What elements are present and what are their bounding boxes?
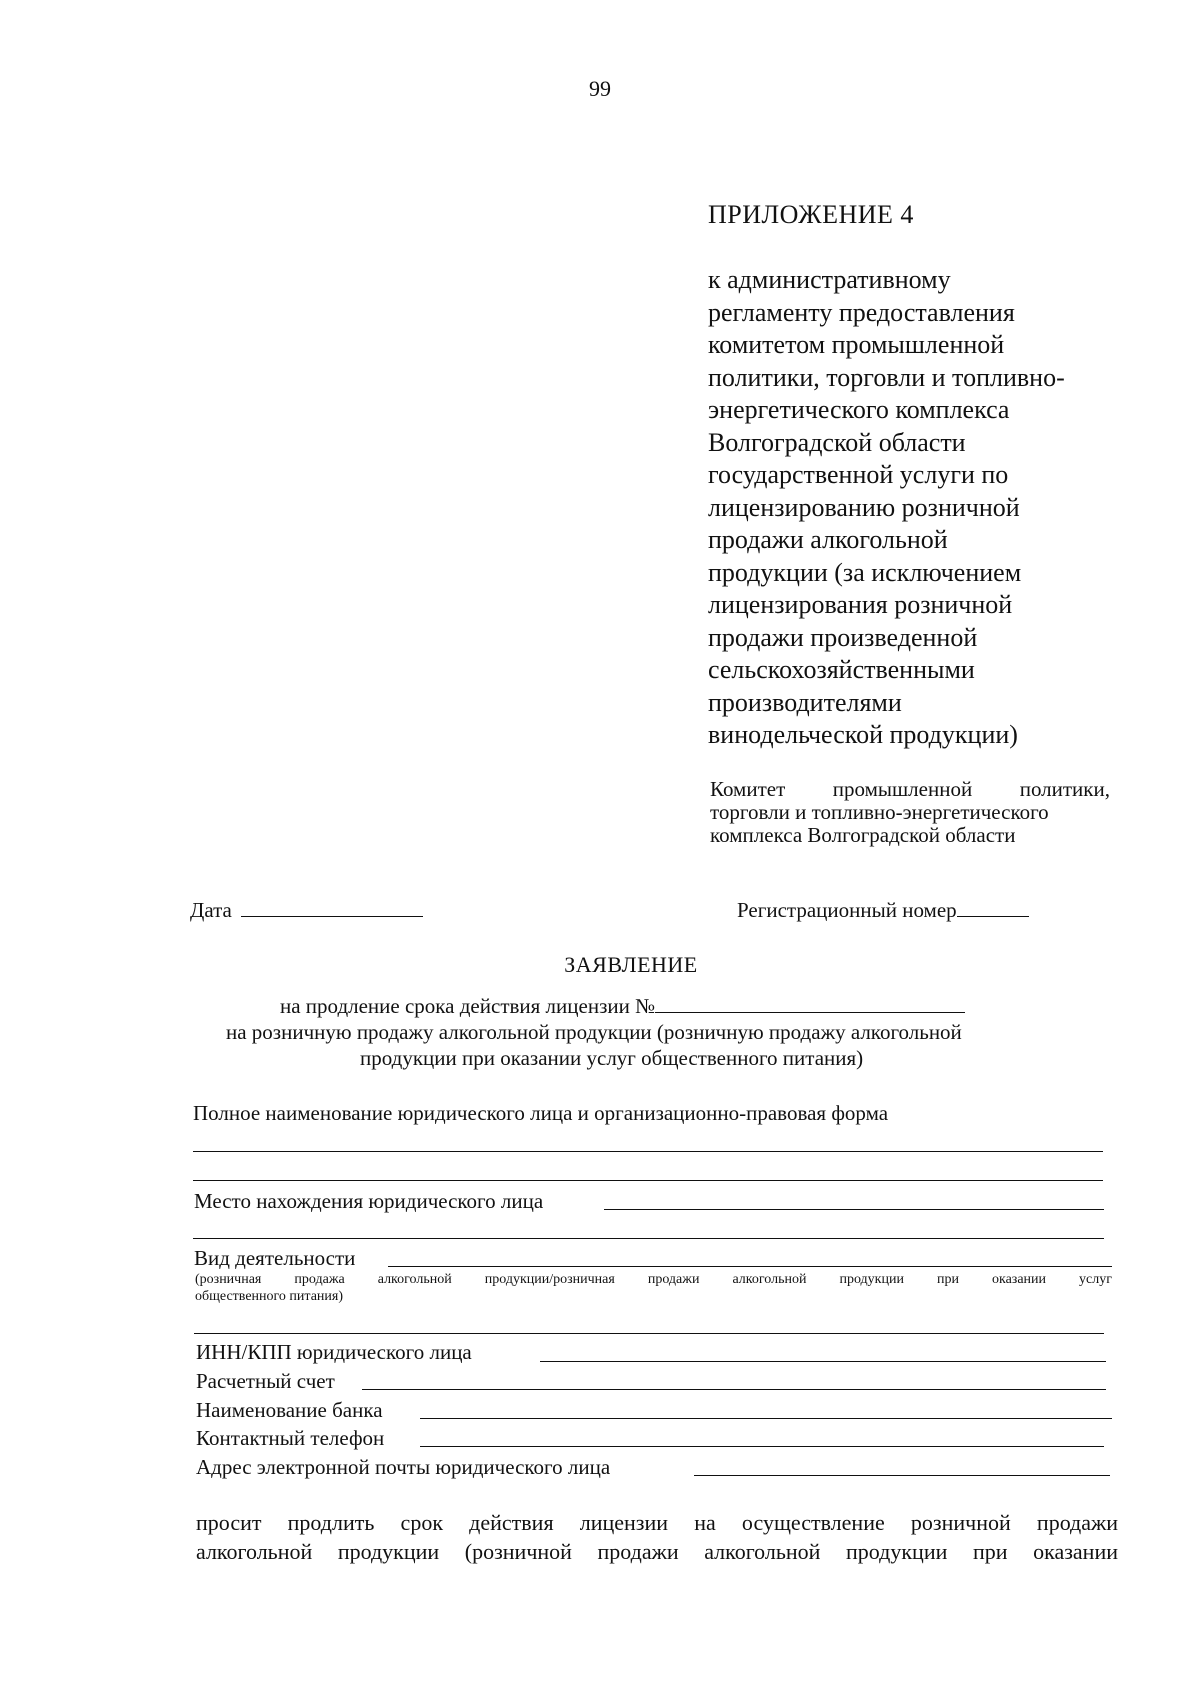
appendix-subtitle-line: Волгоградской области [708, 427, 966, 457]
account-label: Расчетный счет [196, 1369, 335, 1393]
appendix-subtitle-line: производителями [708, 687, 902, 717]
subject-line: продукции при оказании услуг общественного питания) [360, 1046, 864, 1070]
subject-line [280, 994, 965, 1019]
appendix-subtitle-line: энергетического комплекса [708, 395, 1010, 424]
request-text-line: просит продлить срок действия лицензии на осуществление розничной продажи [196, 1510, 1118, 1535]
registration-number-field [737, 898, 1029, 923]
bank-label: Наименование банка [196, 1398, 383, 1422]
appendix-subtitle-line: государственной услуги по [708, 460, 1009, 489]
request-text-line: алкогольной продукции (розничной продажи алкогольной продукции при оказании [196, 1539, 1118, 1564]
location-line[interactable] [604, 1209, 1104, 1210]
appendix-subtitle-line: продукции (за исключением [708, 557, 1022, 587]
appendix-subtitle-line: продажи алкогольной [708, 525, 948, 554]
email-label: Адрес электронной почты юридического лица [196, 1455, 611, 1479]
bank-line[interactable] [420, 1418, 1112, 1419]
inn-kpp-line[interactable] [540, 1361, 1106, 1362]
full-name-line-2[interactable] [193, 1180, 1103, 1181]
page-number: 99 [589, 76, 611, 101]
location-line-2[interactable] [193, 1238, 1104, 1239]
date-blank[interactable] [241, 898, 423, 917]
activity-line-2[interactable] [194, 1333, 1104, 1334]
appendix-subtitle-line: сельскохозяйственными [708, 655, 975, 684]
registration-number-blank[interactable] [957, 898, 1029, 917]
activity-note-line: (розничная продажа алкогольной продукции/розничная продажи алкогольной продукции при оказании услуг [195, 1272, 1112, 1287]
activity-line[interactable] [388, 1266, 1112, 1267]
phone-line[interactable] [420, 1446, 1104, 1447]
account-line[interactable] [362, 1389, 1106, 1390]
subject-line: на розничную продажу алкогольной продукции (розничную продажу алкогольной [226, 1020, 962, 1044]
activity-note-line: общественного питания) [195, 1289, 343, 1304]
appendix-subtitle-line: регламенту предоставления [708, 297, 1015, 327]
full-name-line-1[interactable] [193, 1151, 1103, 1152]
addressee-line: торговли и топливно-энергетического [710, 800, 1049, 824]
appendix-subtitle-line: продажи произведенной [708, 622, 978, 652]
addressee-block [710, 778, 1110, 847]
location-label: Место нахождения юридического лица [194, 1189, 544, 1213]
appendix-subtitle-line: винодельческой продукции) [708, 720, 1018, 749]
date-field [190, 898, 423, 923]
full-name-label: Полное наименование юридического лица и организационно-правовая форма [193, 1101, 889, 1125]
appendix-title: ПРИЛОЖЕНИЕ 4 [708, 200, 914, 229]
activity-label: Вид деятельности [194, 1246, 356, 1270]
addressee-line: Комитет промышленной политики, [710, 777, 1110, 801]
addressee-line: комплекса Волгоградской области [710, 823, 1016, 847]
appendix-subtitle-line: политики, торговли и топливно- [708, 362, 1065, 392]
request-text [196, 1508, 1118, 1566]
appendix-subtitle [708, 264, 1108, 752]
inn-kpp-label: ИНН/КПП юридического лица [196, 1340, 472, 1364]
activity-note [195, 1271, 1112, 1305]
registration-number-label: Регистрационный номер [737, 898, 957, 922]
document-title: ЗАЯВЛЕНИЕ [564, 952, 698, 977]
appendix-subtitle-line: к административному [708, 265, 951, 294]
appendix-subtitle-line: лицензированию розничной [708, 492, 1020, 522]
subject-line-text: на продление срока действия лицензии № [280, 994, 656, 1018]
email-line[interactable] [694, 1475, 1110, 1476]
appendix-subtitle-line: комитетом промышленной [708, 330, 1005, 359]
date-label: Дата [190, 898, 232, 922]
appendix-subtitle-line: лицензирования розничной [708, 590, 1013, 619]
license-number-blank[interactable] [655, 994, 965, 1013]
phone-label: Контактный телефон [196, 1426, 385, 1450]
